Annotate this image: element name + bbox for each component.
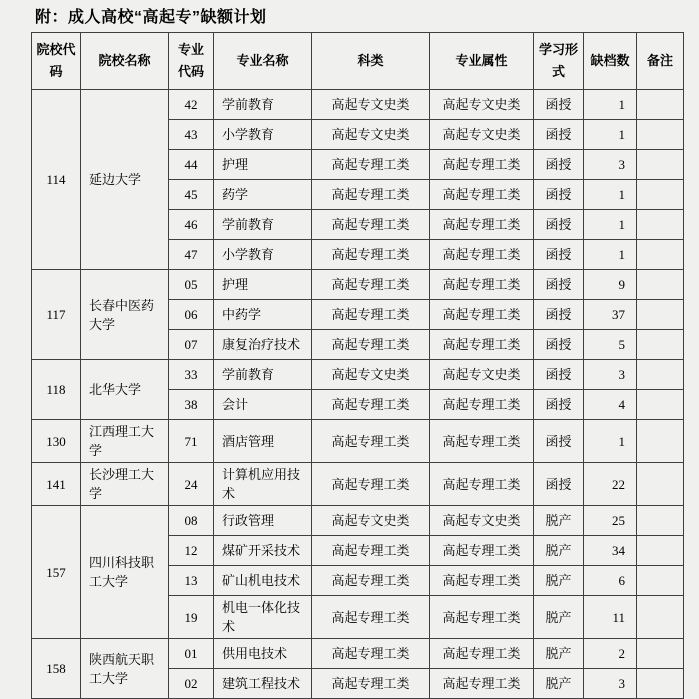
cell-school-name: 长春中医药大学	[81, 270, 169, 360]
cell-attribute: 高起专理工类	[430, 536, 534, 566]
cell-attribute: 高起专理工类	[430, 270, 534, 300]
table-row	[32, 270, 684, 300]
cell-study-mode: 函授	[534, 390, 584, 420]
cell-category: 高起专理工类	[312, 596, 430, 639]
cell-category: 高起专理工类	[312, 150, 430, 180]
cell-study-mode: 函授	[534, 330, 584, 360]
cell-category: 高起专理工类	[312, 463, 430, 506]
column-header-3: 专业名称	[214, 33, 312, 90]
cell-major-code: 71	[169, 420, 214, 463]
cell-vacancy-count: 3	[584, 360, 637, 390]
cell-vacancy-count: 1	[584, 420, 637, 463]
cell-vacancy-count: 1	[584, 120, 637, 150]
cell-note	[637, 669, 684, 699]
cell-major-name: 学前教育	[214, 210, 312, 240]
cell-note	[637, 420, 684, 463]
cell-attribute: 高起专文史类	[430, 360, 534, 390]
cell-study-mode: 函授	[534, 210, 584, 240]
cell-vacancy-count: 3	[584, 150, 637, 180]
cell-vacancy-count: 1	[584, 210, 637, 240]
cell-vacancy-count: 2	[584, 639, 637, 669]
cell-note	[637, 639, 684, 669]
table-body	[32, 90, 684, 699]
cell-major-code: 24	[169, 463, 214, 506]
cell-note	[637, 180, 684, 210]
cell-study-mode: 函授	[534, 463, 584, 506]
cell-vacancy-count: 25	[584, 506, 637, 536]
cell-note	[637, 566, 684, 596]
cell-note	[637, 210, 684, 240]
cell-vacancy-count: 22	[584, 463, 637, 506]
cell-study-mode: 函授	[534, 240, 584, 270]
cell-study-mode: 脱产	[534, 536, 584, 566]
cell-category: 高起专文史类	[312, 360, 430, 390]
cell-study-mode: 函授	[534, 360, 584, 390]
cell-study-mode: 函授	[534, 150, 584, 180]
cell-category: 高起专文史类	[312, 506, 430, 536]
cell-school-code: 117	[32, 270, 81, 360]
header-row	[32, 33, 684, 90]
cell-category: 高起专理工类	[312, 180, 430, 210]
cell-major-name: 护理	[214, 270, 312, 300]
cell-major-name: 小学教育	[214, 120, 312, 150]
cell-major-code: 02	[169, 669, 214, 699]
cell-vacancy-count: 4	[584, 390, 637, 420]
cell-major-code: 42	[169, 90, 214, 120]
cell-school-name: 北华大学	[81, 360, 169, 420]
cell-study-mode: 脱产	[534, 506, 584, 536]
cell-vacancy-count: 1	[584, 240, 637, 270]
cell-major-code: 07	[169, 330, 214, 360]
cell-attribute: 高起专理工类	[430, 210, 534, 240]
cell-school-name: 延边大学	[81, 90, 169, 270]
cell-study-mode: 脱产	[534, 669, 584, 699]
column-header-4: 科类	[312, 33, 430, 90]
cell-school-code: 158	[32, 639, 81, 699]
cell-note	[637, 463, 684, 506]
cell-major-name: 康复治疗技术	[214, 330, 312, 360]
cell-major-code: 47	[169, 240, 214, 270]
cell-study-mode: 函授	[534, 270, 584, 300]
cell-category: 高起专理工类	[312, 240, 430, 270]
cell-note	[637, 390, 684, 420]
cell-study-mode: 函授	[534, 90, 584, 120]
cell-attribute: 高起专理工类	[430, 669, 534, 699]
cell-vacancy-count: 1	[584, 180, 637, 210]
cell-note	[637, 536, 684, 566]
cell-major-name: 小学教育	[214, 240, 312, 270]
cell-major-code: 12	[169, 536, 214, 566]
cell-category: 高起专理工类	[312, 669, 430, 699]
cell-vacancy-count: 11	[584, 596, 637, 639]
cell-attribute: 高起专理工类	[430, 180, 534, 210]
cell-category: 高起专理工类	[312, 270, 430, 300]
column-header-2: 专业代码	[169, 33, 214, 90]
table-row	[32, 420, 684, 463]
cell-major-name: 护理	[214, 150, 312, 180]
cell-category: 高起专文史类	[312, 120, 430, 150]
cell-major-name: 药学	[214, 180, 312, 210]
cell-vacancy-count: 5	[584, 330, 637, 360]
cell-school-code: 114	[32, 90, 81, 270]
cell-major-code: 08	[169, 506, 214, 536]
cell-vacancy-count: 9	[584, 270, 637, 300]
column-header-5: 专业属性	[430, 33, 534, 90]
cell-major-name: 机电一体化技术	[214, 596, 312, 639]
cell-category: 高起专理工类	[312, 536, 430, 566]
cell-note	[637, 360, 684, 390]
cell-study-mode: 函授	[534, 180, 584, 210]
cell-note	[637, 120, 684, 150]
cell-attribute: 高起专理工类	[430, 330, 534, 360]
cell-major-name: 计算机应用技术	[214, 463, 312, 506]
cell-attribute: 高起专理工类	[430, 420, 534, 463]
cell-note	[637, 150, 684, 180]
cell-note	[637, 596, 684, 639]
cell-major-code: 01	[169, 639, 214, 669]
cell-school-code: 157	[32, 506, 81, 639]
cell-major-code: 13	[169, 566, 214, 596]
cell-major-name: 建筑工程技术	[214, 669, 312, 699]
cell-major-name: 行政管理	[214, 506, 312, 536]
cell-category: 高起专理工类	[312, 330, 430, 360]
cell-major-code: 44	[169, 150, 214, 180]
vacancy-plan-table	[31, 32, 684, 699]
cell-school-name: 陕西航天职工大学	[81, 639, 169, 699]
cell-vacancy-count: 37	[584, 300, 637, 330]
cell-major-name: 学前教育	[214, 90, 312, 120]
cell-attribute: 高起专理工类	[430, 639, 534, 669]
cell-vacancy-count: 34	[584, 536, 637, 566]
cell-school-code: 130	[32, 420, 81, 463]
cell-major-code: 43	[169, 120, 214, 150]
cell-attribute: 高起专理工类	[430, 596, 534, 639]
cell-attribute: 高起专理工类	[430, 150, 534, 180]
cell-study-mode: 函授	[534, 300, 584, 330]
cell-study-mode: 脱产	[534, 639, 584, 669]
cell-major-code: 19	[169, 596, 214, 639]
column-header-8: 备注	[637, 33, 684, 90]
cell-vacancy-count: 1	[584, 90, 637, 120]
column-header-0: 院校代码	[32, 33, 81, 90]
table-row	[32, 360, 684, 390]
cell-school-code: 118	[32, 360, 81, 420]
cell-category: 高起专文史类	[312, 90, 430, 120]
cell-study-mode: 脱产	[534, 566, 584, 596]
cell-school-name: 四川科技职工大学	[81, 506, 169, 639]
cell-major-code: 05	[169, 270, 214, 300]
cell-major-name: 会计	[214, 390, 312, 420]
cell-school-name: 江西理工大学	[81, 420, 169, 463]
cell-major-name: 供用电技术	[214, 639, 312, 669]
cell-category: 高起专理工类	[312, 639, 430, 669]
column-header-6: 学习形式	[534, 33, 584, 90]
cell-attribute: 高起专理工类	[430, 463, 534, 506]
table-row	[32, 463, 684, 506]
page-title: 附：成人高校“高起专”缺额计划	[35, 9, 267, 26]
cell-attribute: 高起专文史类	[430, 506, 534, 536]
cell-attribute: 高起专文史类	[430, 90, 534, 120]
cell-major-name: 学前教育	[214, 360, 312, 390]
cell-attribute: 高起专理工类	[430, 566, 534, 596]
cell-attribute: 高起专理工类	[430, 300, 534, 330]
cell-attribute: 高起专文史类	[430, 120, 534, 150]
cell-note	[637, 506, 684, 536]
cell-major-name: 酒店管理	[214, 420, 312, 463]
cell-major-name: 矿山机电技术	[214, 566, 312, 596]
cell-vacancy-count: 3	[584, 669, 637, 699]
cell-attribute: 高起专理工类	[430, 240, 534, 270]
cell-note	[637, 240, 684, 270]
cell-category: 高起专理工类	[312, 420, 430, 463]
cell-study-mode: 函授	[534, 420, 584, 463]
cell-major-code: 45	[169, 180, 214, 210]
cell-study-mode: 脱产	[534, 596, 584, 639]
cell-category: 高起专理工类	[312, 210, 430, 240]
column-header-1: 院校名称	[81, 33, 169, 90]
table-row	[32, 639, 684, 669]
table-row	[32, 90, 684, 120]
cell-major-code: 38	[169, 390, 214, 420]
cell-major-name: 中药学	[214, 300, 312, 330]
cell-note	[637, 330, 684, 360]
cell-school-name: 长沙理工大学	[81, 463, 169, 506]
cell-attribute: 高起专理工类	[430, 390, 534, 420]
cell-major-code: 33	[169, 360, 214, 390]
cell-major-code: 06	[169, 300, 214, 330]
cell-study-mode: 函授	[534, 120, 584, 150]
cell-vacancy-count: 6	[584, 566, 637, 596]
column-header-7: 缺档数	[584, 33, 637, 90]
cell-major-code: 46	[169, 210, 214, 240]
cell-note	[637, 90, 684, 120]
cell-category: 高起专理工类	[312, 390, 430, 420]
cell-school-code: 141	[32, 463, 81, 506]
cell-note	[637, 270, 684, 300]
cell-category: 高起专理工类	[312, 566, 430, 596]
cell-major-name: 煤矿开采技术	[214, 536, 312, 566]
cell-note	[637, 300, 684, 330]
cell-category: 高起专理工类	[312, 300, 430, 330]
table-row	[32, 506, 684, 536]
